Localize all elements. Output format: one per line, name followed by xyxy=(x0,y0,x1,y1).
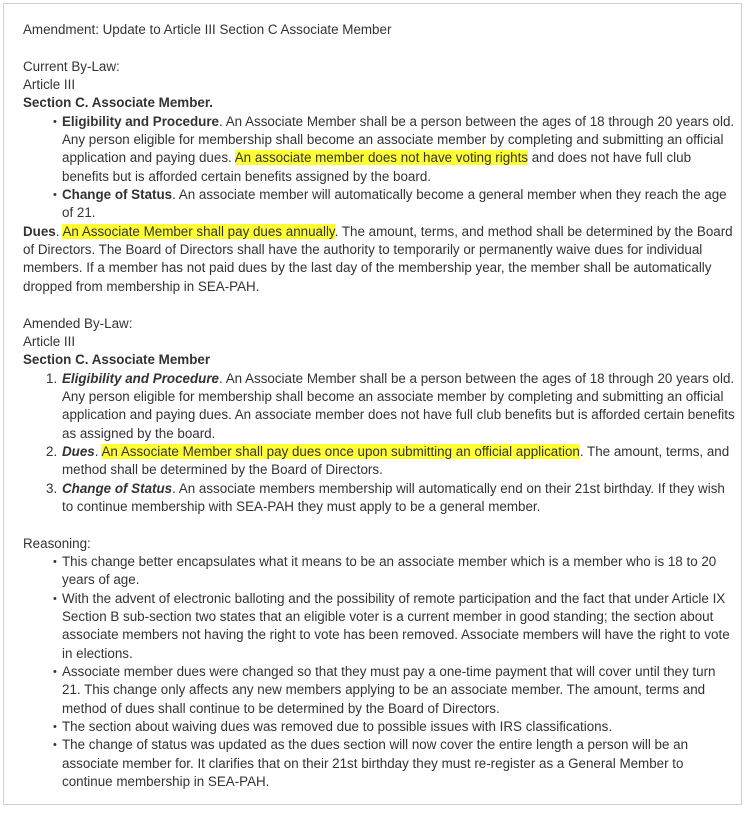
dues-text: . The amount, terms, and method shall be determined by the Board of Directors. The Board of Directors shall have the authority to temporarily or permanently waive dues for individual members. If a member has not paid dues by the last day of the membership year, the member shall be automatically dropped from membership in SEA-PAH. xyxy=(23,223,733,294)
reasoning-item: • This change better encapsulates what it means to be an associate member which is a member who is 18 to 20 years of age. xyxy=(62,553,735,590)
current-item-eligibility xyxy=(62,113,735,186)
current-section-title: Section C. Associate Member. xyxy=(23,95,214,111)
item-text: . xyxy=(94,443,102,459)
item-label: Eligibility and Procedure xyxy=(62,370,220,386)
current-dues-paragraph xyxy=(23,223,735,296)
current-bylaw-heading: Current By-Law: xyxy=(23,58,120,74)
item-number: 2. xyxy=(46,443,58,459)
item-text: . An Associate Member shall be a person between the ages of 18 through 20 years old. Any person eligible for membership shall become an associate member by completing and submitting an official application and paying dues. An associate member does not have full club benefits but is afforded certain benefits as assigned by the board. xyxy=(62,370,735,441)
reasoning-item: • Associate member dues were changed so that they must pay a one-time payment that will cover until they turn 21. This change only affects any new members applying to be an associate member. The amount, terms and method of dues shall continue to be determined by the Board of Directors. xyxy=(62,663,735,718)
amendment-title: Amendment: Update to Article III Section C Associate Member xyxy=(23,22,392,37)
item-label: Change of Status xyxy=(62,480,173,496)
item-text-after: and does not have full club benefits but is afforded certain benefits assigned by the board. xyxy=(62,150,692,184)
amended-item-change-of-status xyxy=(46,480,735,517)
highlighted-text: An Associate Member shall pay dues annually xyxy=(62,223,335,239)
reasoning-list xyxy=(23,553,735,791)
amended-bylaw-heading: Amended By-Law: xyxy=(23,315,133,331)
amended-bylaw-section xyxy=(23,315,735,517)
item-number: 3. xyxy=(46,480,58,496)
item-label: Eligibility and Procedure xyxy=(62,113,220,129)
item-number: 1. xyxy=(46,370,58,386)
item-text: . An Associate Member shall be a person between the ages of 18 through 20 years old. Any person eligible for membership shall become an associate member by completing and submitting an official application and paying dues. xyxy=(62,113,735,166)
highlighted-text: An Associate Member shall pay dues once upon submitting an official application xyxy=(101,443,580,459)
item-text-after: . The amount, terms, and method shall be determined by the Board of Directors. xyxy=(62,443,730,478)
item-text: . An associate members membership will automatically end on their 21st birthday. If they wish to continue membership with SEA-PAH they must apply to be a general member. xyxy=(62,480,725,514)
spacer xyxy=(23,39,735,57)
spacer xyxy=(23,296,735,314)
amended-item-eligibility xyxy=(46,370,735,443)
highlighted-text: An associate member does not have voting rights xyxy=(234,150,529,166)
item-text: . An associate member will automatically become a general member when they reach the age of 21. xyxy=(62,187,727,221)
amended-item-dues xyxy=(46,443,735,480)
document-content xyxy=(23,21,735,791)
amended-section-title: Section C. Associate Member xyxy=(23,352,211,368)
reasoning-item: • The change of status was updated as the dues section will now cover the entire length a person will be an associate member for. It clarifies that on their 21st birthday they must re-register as a General Member to continue membership in SEA-PAH. xyxy=(62,736,735,791)
reasoning-section xyxy=(23,535,735,792)
reasoning-item: • With the advent of electronic balloting and the possibility of remote participation and the fact that under Article IX Section B sub-section two states that an eligible voter is a current member in good standing; the section about associate members not having the right to vote has been removed. Associate members will have the right to vote in elections. xyxy=(62,590,735,663)
current-bylaw-section xyxy=(23,58,735,296)
reasoning-heading: Reasoning: xyxy=(23,535,91,551)
spacer xyxy=(23,516,735,534)
reasoning-item: • The section about waiving dues was removed due to possible issues with IRS classifications. xyxy=(62,718,735,736)
dues-sep: . xyxy=(55,223,63,239)
amended-items-list xyxy=(23,370,735,517)
current-items-list xyxy=(23,113,735,223)
document-container xyxy=(3,3,742,805)
dues-label: Dues xyxy=(23,223,56,239)
current-item-change-of-status xyxy=(62,186,735,223)
current-article: Article III xyxy=(23,77,76,93)
amended-article: Article III xyxy=(23,333,76,349)
item-label: Dues xyxy=(62,443,95,459)
item-label: Change of Status xyxy=(62,187,173,203)
